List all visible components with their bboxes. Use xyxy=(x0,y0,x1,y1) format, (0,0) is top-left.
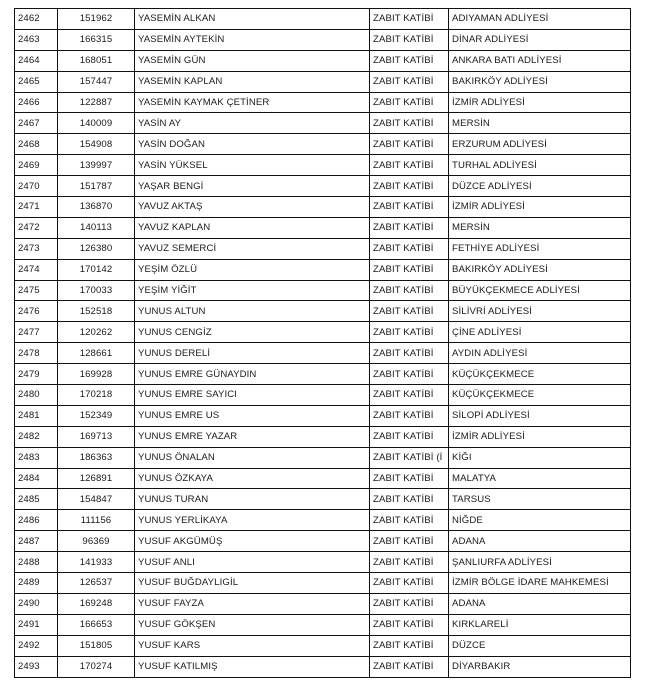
row-number-cell: 2468 xyxy=(15,134,58,155)
assigned-location-cell: MALATYA xyxy=(449,468,631,489)
job-title-cell: ZABIT KATİBİ xyxy=(370,343,449,364)
assigned-location-cell: ADANA xyxy=(449,593,631,614)
job-title-cell: ZABIT KATİBİ xyxy=(370,113,449,134)
row-number-cell: 2490 xyxy=(15,593,58,614)
job-title-cell: ZABIT KATİBİ xyxy=(370,468,449,489)
table-row xyxy=(15,113,631,134)
table-row xyxy=(15,614,631,635)
table-row xyxy=(15,656,631,677)
table-row xyxy=(15,29,631,50)
job-title-cell: ZABIT KATİBİ xyxy=(370,385,449,406)
registry-number-cell: 152349 xyxy=(58,405,135,426)
table-row xyxy=(15,426,631,447)
registry-number-cell: 168051 xyxy=(58,50,135,71)
job-title-cell: ZABIT KATİBİ xyxy=(370,364,449,385)
assigned-location-cell: İZMİR BÖLGE İDARE MAHKEMESİ xyxy=(449,573,631,594)
registry-number-cell: 128661 xyxy=(58,343,135,364)
row-number-cell: 2466 xyxy=(15,92,58,113)
registry-number-cell: 151787 xyxy=(58,176,135,197)
full-name-cell: YUNUS EMRE SAYICI xyxy=(135,385,370,406)
row-number-cell: 2465 xyxy=(15,71,58,92)
full-name-cell: YUNUS TURAN xyxy=(135,489,370,510)
job-title-cell: ZABIT KATİBİ xyxy=(370,489,449,510)
assigned-location-cell: AYDIN ADLİYESİ xyxy=(449,343,631,364)
assigned-location-cell: ÇİNE ADLİYESİ xyxy=(449,322,631,343)
row-number-cell: 2471 xyxy=(15,197,58,218)
row-number-cell: 2485 xyxy=(15,489,58,510)
full-name-cell: YAVUZ KAPLAN xyxy=(135,217,370,238)
job-title-cell: ZABIT KATİBİ xyxy=(370,176,449,197)
row-number-cell: 2470 xyxy=(15,176,58,197)
table-row xyxy=(15,510,631,531)
assigned-location-cell: FETHİYE ADLİYESİ xyxy=(449,238,631,259)
registry-number-cell: 169713 xyxy=(58,426,135,447)
full-name-cell: YAVUZ SEMERCİ xyxy=(135,238,370,259)
job-title-cell: ZABIT KATİBİ xyxy=(370,531,449,552)
job-title-cell: ZABIT KATİBİ xyxy=(370,656,449,677)
row-number-cell: 2492 xyxy=(15,635,58,656)
row-number-cell: 2469 xyxy=(15,155,58,176)
full-name-cell: YUNUS EMRE US xyxy=(135,405,370,426)
table-row xyxy=(15,217,631,238)
assigned-location-cell: KÜÇÜKÇEKMECE xyxy=(449,385,631,406)
job-title-cell: ZABIT KATİBİ xyxy=(370,614,449,635)
full-name-cell: YUNUS ALTUN xyxy=(135,301,370,322)
registry-number-cell: 152518 xyxy=(58,301,135,322)
table-row xyxy=(15,531,631,552)
full-name-cell: YASEMİN GÜN xyxy=(135,50,370,71)
table-row xyxy=(15,176,631,197)
row-number-cell: 2493 xyxy=(15,656,58,677)
registry-number-cell: 170218 xyxy=(58,385,135,406)
registry-number-cell: 96369 xyxy=(58,531,135,552)
table-row xyxy=(15,280,631,301)
assigned-location-cell: BAKIRKÖY ADLİYESİ xyxy=(449,259,631,280)
assigned-location-cell: MERSİN xyxy=(449,217,631,238)
table-body xyxy=(15,9,631,678)
table-row xyxy=(15,92,631,113)
registry-number-cell: 169928 xyxy=(58,364,135,385)
assigned-location-cell: TARSUS xyxy=(449,489,631,510)
assigned-location-cell: İZMİR ADLİYESİ xyxy=(449,426,631,447)
assigned-location-cell: KİĞI xyxy=(449,447,631,468)
registry-number-cell: 126537 xyxy=(58,573,135,594)
table-row xyxy=(15,364,631,385)
assigned-location-cell: DİYARBAKIR xyxy=(449,656,631,677)
job-title-cell: ZABIT KATİBİ xyxy=(370,573,449,594)
registry-number-cell: 111156 xyxy=(58,510,135,531)
assigned-location-cell: İZMİR ADLİYESİ xyxy=(449,197,631,218)
full-name-cell: YASİN YÜKSEL xyxy=(135,155,370,176)
registry-number-cell: 126891 xyxy=(58,468,135,489)
full-name-cell: YUNUS EMRE GÜNAYDIN xyxy=(135,364,370,385)
assigned-location-cell: SİLİVRİ ADLİYESİ xyxy=(449,301,631,322)
table-row xyxy=(15,259,631,280)
assigned-location-cell: İZMİR ADLİYESİ xyxy=(449,92,631,113)
job-title-cell: ZABIT KATİBİ xyxy=(370,92,449,113)
table-row xyxy=(15,197,631,218)
table-row xyxy=(15,635,631,656)
row-number-cell: 2474 xyxy=(15,259,58,280)
row-number-cell: 2472 xyxy=(15,217,58,238)
full-name-cell: YAŞAR BENGİ xyxy=(135,176,370,197)
table-row xyxy=(15,405,631,426)
row-number-cell: 2480 xyxy=(15,385,58,406)
registry-number-cell: 186363 xyxy=(58,447,135,468)
full-name-cell: YUNUS EMRE YAZAR xyxy=(135,426,370,447)
assigned-location-cell: TURHAL ADLİYESİ xyxy=(449,155,631,176)
table-row xyxy=(15,134,631,155)
full-name-cell: YASEMİN ALKAN xyxy=(135,9,370,30)
registry-number-cell: 126380 xyxy=(58,238,135,259)
row-number-cell: 2463 xyxy=(15,29,58,50)
row-number-cell: 2464 xyxy=(15,50,58,71)
registry-number-cell: 157447 xyxy=(58,71,135,92)
assigned-location-cell: MERSİN xyxy=(449,113,631,134)
job-title-cell: ZABIT KATİBİ xyxy=(370,280,449,301)
job-title-cell: ZABIT KATİBİ xyxy=(370,510,449,531)
table-row xyxy=(15,155,631,176)
assigned-location-cell: DİNAR ADLİYESİ xyxy=(449,29,631,50)
job-title-cell: ZABIT KATİBİ xyxy=(370,426,449,447)
assigned-location-cell: BÜYÜKÇEKMECE ADLİYESİ xyxy=(449,280,631,301)
registry-number-cell: 141933 xyxy=(58,552,135,573)
registry-number-cell: 139997 xyxy=(58,155,135,176)
registry-number-cell: 140113 xyxy=(58,217,135,238)
registry-number-cell: 170142 xyxy=(58,259,135,280)
job-title-cell: ZABIT KATİBİ xyxy=(370,197,449,218)
row-number-cell: 2467 xyxy=(15,113,58,134)
assigned-location-cell: SİLOPİ ADLİYESİ xyxy=(449,405,631,426)
full-name-cell: YASEMİN KAPLAN xyxy=(135,71,370,92)
full-name-cell: YEŞİM ÖZLÜ xyxy=(135,259,370,280)
full-name-cell: YASEMİN AYTEKİN xyxy=(135,29,370,50)
full-name-cell: YUNUS ÖZKAYA xyxy=(135,468,370,489)
registry-number-cell: 166315 xyxy=(58,29,135,50)
personnel-table xyxy=(14,8,631,678)
job-title-cell: ZABIT KATİBİ xyxy=(370,134,449,155)
row-number-cell: 2473 xyxy=(15,238,58,259)
registry-number-cell: 140009 xyxy=(58,113,135,134)
full-name-cell: YAVUZ AKTAŞ xyxy=(135,197,370,218)
job-title-cell: ZABIT KATİBİ xyxy=(370,322,449,343)
assigned-location-cell: ŞANLIURFA ADLİYESİ xyxy=(449,552,631,573)
table-row xyxy=(15,238,631,259)
table-row xyxy=(15,385,631,406)
table-row xyxy=(15,71,631,92)
assigned-location-cell: BAKIRKÖY ADLİYESİ xyxy=(449,71,631,92)
row-number-cell: 2486 xyxy=(15,510,58,531)
full-name-cell: YUSUF ANLI xyxy=(135,552,370,573)
job-title-cell: ZABIT KATİBİ xyxy=(370,50,449,71)
row-number-cell: 2488 xyxy=(15,552,58,573)
job-title-cell: ZABIT KATİBİ xyxy=(370,9,449,30)
full-name-cell: YUSUF GÖKŞEN xyxy=(135,614,370,635)
job-title-cell: ZABIT KATİBİ xyxy=(370,238,449,259)
table-row xyxy=(15,489,631,510)
full-name-cell: YASİN DOĞAN xyxy=(135,134,370,155)
assigned-location-cell: NİĞDE xyxy=(449,510,631,531)
registry-number-cell: 122887 xyxy=(58,92,135,113)
registry-number-cell: 151805 xyxy=(58,635,135,656)
row-number-cell: 2484 xyxy=(15,468,58,489)
assigned-location-cell: DÜZCE ADLİYESİ xyxy=(449,176,631,197)
full-name-cell: YUSUF BUĞDAYLIGİL xyxy=(135,573,370,594)
table-row xyxy=(15,322,631,343)
job-title-cell: ZABIT KATİBİ xyxy=(370,217,449,238)
row-number-cell: 2477 xyxy=(15,322,58,343)
assigned-location-cell: ADIYAMAN ADLİYESİ xyxy=(449,9,631,30)
row-number-cell: 2475 xyxy=(15,280,58,301)
job-title-cell: ZABIT KATİBİ xyxy=(370,259,449,280)
registry-number-cell: 154847 xyxy=(58,489,135,510)
row-number-cell: 2487 xyxy=(15,531,58,552)
row-number-cell: 2482 xyxy=(15,426,58,447)
assigned-location-cell: KÜÇÜKÇEKMECE xyxy=(449,364,631,385)
job-title-cell: ZABIT KATİBİ xyxy=(370,635,449,656)
job-title-cell: ZABIT KATİBİ xyxy=(370,301,449,322)
row-number-cell: 2483 xyxy=(15,447,58,468)
full-name-cell: YEŞİM YİĞİT xyxy=(135,280,370,301)
job-title-cell: ZABIT KATİBİ xyxy=(370,552,449,573)
table-row xyxy=(15,50,631,71)
registry-number-cell: 169248 xyxy=(58,593,135,614)
row-number-cell: 2491 xyxy=(15,614,58,635)
full-name-cell: YUSUF KATILMIŞ xyxy=(135,656,370,677)
row-number-cell: 2476 xyxy=(15,301,58,322)
assigned-location-cell: KIRKLARELİ xyxy=(449,614,631,635)
registry-number-cell: 136870 xyxy=(58,197,135,218)
row-number-cell: 2479 xyxy=(15,364,58,385)
registry-number-cell: 151962 xyxy=(58,9,135,30)
assigned-location-cell: DÜZCE xyxy=(449,635,631,656)
job-title-cell: ZABIT KATİBİ xyxy=(370,405,449,426)
full-name-cell: YUSUF AKGÜMÜŞ xyxy=(135,531,370,552)
full-name-cell: YASİN AY xyxy=(135,113,370,134)
table-row xyxy=(15,301,631,322)
row-number-cell: 2462 xyxy=(15,9,58,30)
full-name-cell: YASEMİN KAYMAK ÇETİNER xyxy=(135,92,370,113)
full-name-cell: YUSUF FAYZA xyxy=(135,593,370,614)
full-name-cell: YUNUS YERLİKAYA xyxy=(135,510,370,531)
registry-number-cell: 170274 xyxy=(58,656,135,677)
full-name-cell: YUNUS ÖNALAN xyxy=(135,447,370,468)
job-title-cell: ZABIT KATİBİ xyxy=(370,155,449,176)
row-number-cell: 2489 xyxy=(15,573,58,594)
table-row xyxy=(15,593,631,614)
registry-number-cell: 154908 xyxy=(58,134,135,155)
job-title-cell: ZABIT KATİBİ xyxy=(370,29,449,50)
table-row xyxy=(15,468,631,489)
row-number-cell: 2481 xyxy=(15,405,58,426)
table-row xyxy=(15,447,631,468)
job-title-cell: ZABIT KATİBİ (İ xyxy=(370,447,449,468)
registry-number-cell: 166653 xyxy=(58,614,135,635)
assigned-location-cell: ADANA xyxy=(449,531,631,552)
job-title-cell: ZABIT KATİBİ xyxy=(370,593,449,614)
assigned-location-cell: ERZURUM ADLİYESİ xyxy=(449,134,631,155)
job-title-cell: ZABIT KATİBİ xyxy=(370,71,449,92)
registry-number-cell: 120262 xyxy=(58,322,135,343)
assigned-location-cell: ANKARA BATI ADLİYESİ xyxy=(449,50,631,71)
full-name-cell: YUNUS DERELİ xyxy=(135,343,370,364)
table-row xyxy=(15,552,631,573)
table-row xyxy=(15,9,631,30)
table-row xyxy=(15,343,631,364)
registry-number-cell: 170033 xyxy=(58,280,135,301)
full-name-cell: YUSUF KARS xyxy=(135,635,370,656)
row-number-cell: 2478 xyxy=(15,343,58,364)
table-row xyxy=(15,573,631,594)
full-name-cell: YUNUS CENGİZ xyxy=(135,322,370,343)
